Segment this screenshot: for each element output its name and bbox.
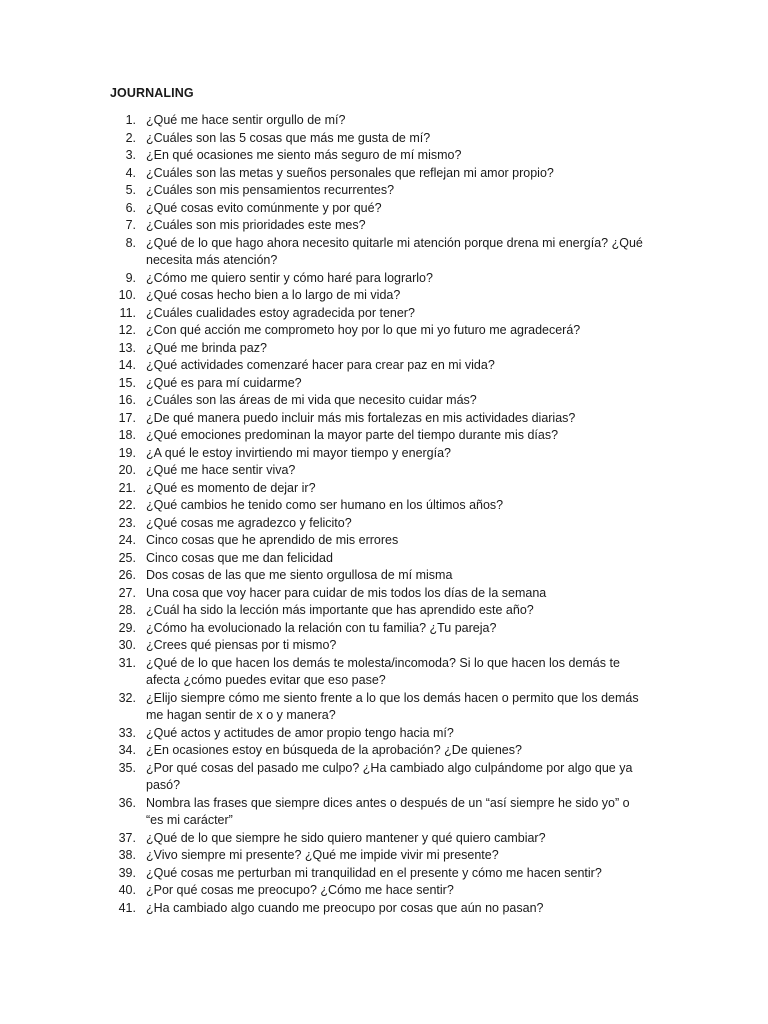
question-item — [0, 182, 768, 200]
question-item — [0, 112, 768, 130]
question-number: 12. — [118, 323, 136, 337]
question-number: 3. — [125, 148, 136, 162]
question-item — [0, 497, 768, 515]
question-text: ¿Cuáles son las áreas de mi vida que necesito cuidar más? — [146, 393, 477, 407]
question-text: ¿Cuáles cualidades estoy agradecida por tener? — [146, 305, 415, 320]
question-item — [0, 637, 768, 655]
question-text: ¿Ha cambiado algo cuando me preocupo por cosas que aún no pasan? — [146, 900, 544, 915]
question-text: ¿Qué es momento de dejar ir? — [146, 480, 316, 495]
question-text: Cinco cosas que me dan felicidad — [146, 550, 333, 565]
question-item — [0, 200, 768, 218]
question-number: 40. — [118, 883, 136, 897]
question-number: 8. — [125, 235, 136, 250]
question-number: 6. — [125, 200, 136, 215]
question-text: ¿Con qué acción me comprometo hoy por lo que mi yo futuro me agradecerá? — [146, 323, 581, 337]
question-text: ¿Cuáles son mis pensamientos recurrentes? — [146, 183, 395, 197]
question-text: ¿Qué me brinda paz? — [146, 340, 267, 355]
question-text: ¿Por qué cosas del pasado me culpo? ¿Ha cambiado algo culpándome por algo que ya pasó? — [146, 760, 633, 792]
question-number: 17. — [118, 410, 136, 425]
question-item — [0, 690, 768, 725]
question-text: Nombra las frases que siempre dices antes o después de un “así siempre he sido yo” o “es mi carácter” — [146, 795, 630, 827]
question-text: ¿Cuáles son las metas y sueños personales que reflejan mi amor propio? — [146, 165, 554, 180]
question-number: 37. — [118, 830, 136, 845]
question-text: Una cosa que voy hacer para cuidar de mis todos los días de la semana — [146, 585, 547, 600]
question-number: 2. — [125, 130, 136, 145]
question-item — [0, 602, 768, 620]
question-number: 38. — [118, 848, 136, 862]
question-item — [0, 585, 768, 603]
question-number: 23. — [118, 515, 136, 530]
question-item — [0, 217, 768, 235]
question-text: ¿Qué de lo que hacen los demás te molesta/incomoda? Si lo que hacen los demás te afecta ¿cómo puedes evitar que eso pase? — [146, 655, 620, 687]
question-item — [0, 165, 768, 183]
question-item — [0, 532, 768, 550]
question-number: 25. — [118, 550, 136, 565]
question-item — [0, 550, 768, 568]
question-number: 4. — [125, 165, 136, 180]
question-text: ¿A qué le estoy invirtiendo mi mayor tiempo y energía? — [146, 445, 452, 460]
question-item — [0, 725, 768, 743]
question-text: ¿Qué cosas me perturban mi tranquilidad en el presente y cómo me hacen sentir? — [146, 865, 602, 880]
question-text: ¿De qué manera puedo incluir más mis fortalezas en mis actividades diarias? — [146, 410, 576, 425]
question-item — [0, 882, 768, 900]
question-number: 18. — [118, 428, 136, 442]
question-item — [0, 760, 768, 795]
question-text: ¿Qué actividades comenzaré hacer para crear paz en mi vida? — [146, 358, 495, 372]
question-item — [0, 340, 768, 358]
question-text: ¿Por qué cosas me preocupo? ¿Cómo me hace sentir? — [146, 883, 454, 897]
question-item — [0, 375, 768, 393]
question-text: ¿Qué actos y actitudes de amor propio tengo hacia mí? — [146, 725, 454, 740]
question-item — [0, 392, 768, 410]
question-number: 21. — [118, 480, 136, 495]
question-item — [0, 462, 768, 480]
question-number: 16. — [118, 393, 136, 407]
question-list — [0, 112, 768, 917]
question-text: ¿Qué cosas evito comúnmente y por qué? — [146, 200, 382, 215]
question-text: ¿Qué me hace sentir viva? — [146, 463, 296, 477]
question-text: ¿Qué de lo que siempre he sido quiero mantener y qué quiero cambiar? — [146, 830, 546, 845]
question-item — [0, 655, 768, 690]
question-number: 10. — [118, 288, 136, 302]
question-item — [0, 270, 768, 288]
question-number: 41. — [118, 900, 136, 915]
question-number: 19. — [118, 445, 136, 460]
question-number: 36. — [118, 795, 136, 810]
question-item — [0, 830, 768, 848]
question-number: 7. — [125, 218, 136, 232]
question-text: Dos cosas de las que me siento orgullosa de mí misma — [146, 568, 453, 582]
question-text: ¿Qué es para mí cuidarme? — [146, 375, 302, 390]
question-number: 26. — [118, 568, 136, 582]
question-item — [0, 742, 768, 760]
question-number: 28. — [118, 603, 136, 617]
question-text: ¿Crees qué piensas por ti mismo? — [146, 638, 337, 652]
question-number: 22. — [118, 498, 136, 512]
question-text: ¿Qué cambios he tenido como ser humano en los últimos años? — [146, 498, 504, 512]
question-text: ¿Cómo me quiero sentir y cómo haré para lograrlo? — [146, 270, 433, 285]
question-item — [0, 410, 768, 428]
question-text: ¿Cuáles son mis prioridades este mes? — [146, 218, 366, 232]
question-text: ¿Cuáles son las 5 cosas que más me gusta de mí? — [146, 130, 431, 145]
question-number: 14. — [118, 358, 136, 372]
question-text: ¿Qué me hace sentir orgullo de mí? — [146, 113, 346, 127]
document-title: JOURNALING — [110, 86, 194, 100]
question-item — [0, 480, 768, 498]
question-number: 13. — [118, 340, 136, 355]
question-text: ¿En ocasiones estoy en búsqueda de la aprobación? ¿De quienes? — [146, 743, 522, 757]
question-number: 34. — [118, 743, 136, 757]
question-text: ¿Cómo ha evolucionado la relación con tu familia? ¿Tu pareja? — [146, 620, 497, 635]
question-text: ¿En qué ocasiones me siento más seguro de mí mismo? — [146, 148, 462, 162]
question-number: 1. — [125, 113, 136, 127]
question-number: 35. — [118, 760, 136, 775]
question-item — [0, 235, 768, 270]
question-item — [0, 567, 768, 585]
question-item — [0, 322, 768, 340]
question-number: 11. — [119, 305, 136, 320]
question-item — [0, 305, 768, 323]
question-item — [0, 427, 768, 445]
question-number: 30. — [118, 638, 136, 652]
question-item — [0, 147, 768, 165]
question-item — [0, 130, 768, 148]
question-text: ¿Qué cosas hecho bien a lo largo de mi vida? — [146, 288, 401, 302]
question-text: ¿Qué emociones predominan la mayor parte del tiempo durante mis días? — [146, 428, 559, 442]
question-item — [0, 287, 768, 305]
question-text: ¿Elijo siempre cómo me siento frente a lo que los demás hacen o permito que los demás me hagan sentir de x o y manera? — [146, 690, 639, 722]
question-item — [0, 445, 768, 463]
question-number: 27. — [118, 585, 136, 600]
question-number: 9. — [125, 270, 136, 285]
question-text: ¿Vivo siempre mi presente? ¿Qué me impide vivir mi presente? — [146, 848, 499, 862]
question-item — [0, 515, 768, 533]
question-item — [0, 357, 768, 375]
question-number: 20. — [118, 463, 136, 477]
question-item — [0, 865, 768, 883]
question-number: 24. — [118, 533, 136, 547]
question-number: 33. — [118, 725, 136, 740]
question-item — [0, 847, 768, 865]
question-text: ¿Qué cosas me agradezco y felicito? — [146, 515, 352, 530]
question-number: 5. — [125, 183, 136, 197]
question-item — [0, 620, 768, 638]
question-text: Cinco cosas que he aprendido de mis errores — [146, 533, 399, 547]
question-number: 31. — [118, 655, 136, 670]
question-number: 32. — [118, 690, 136, 705]
question-number: 15. — [118, 375, 136, 390]
question-number: 29. — [118, 620, 136, 635]
question-item — [0, 795, 768, 830]
question-text: ¿Qué de lo que hago ahora necesito quitarle mi atención porque drena mi energía? ¿Qué necesita más atención? — [146, 235, 643, 267]
question-number: 39. — [118, 865, 136, 880]
question-text: ¿Cuál ha sido la lección más importante que has aprendido este año? — [146, 603, 534, 617]
question-item — [0, 900, 768, 918]
